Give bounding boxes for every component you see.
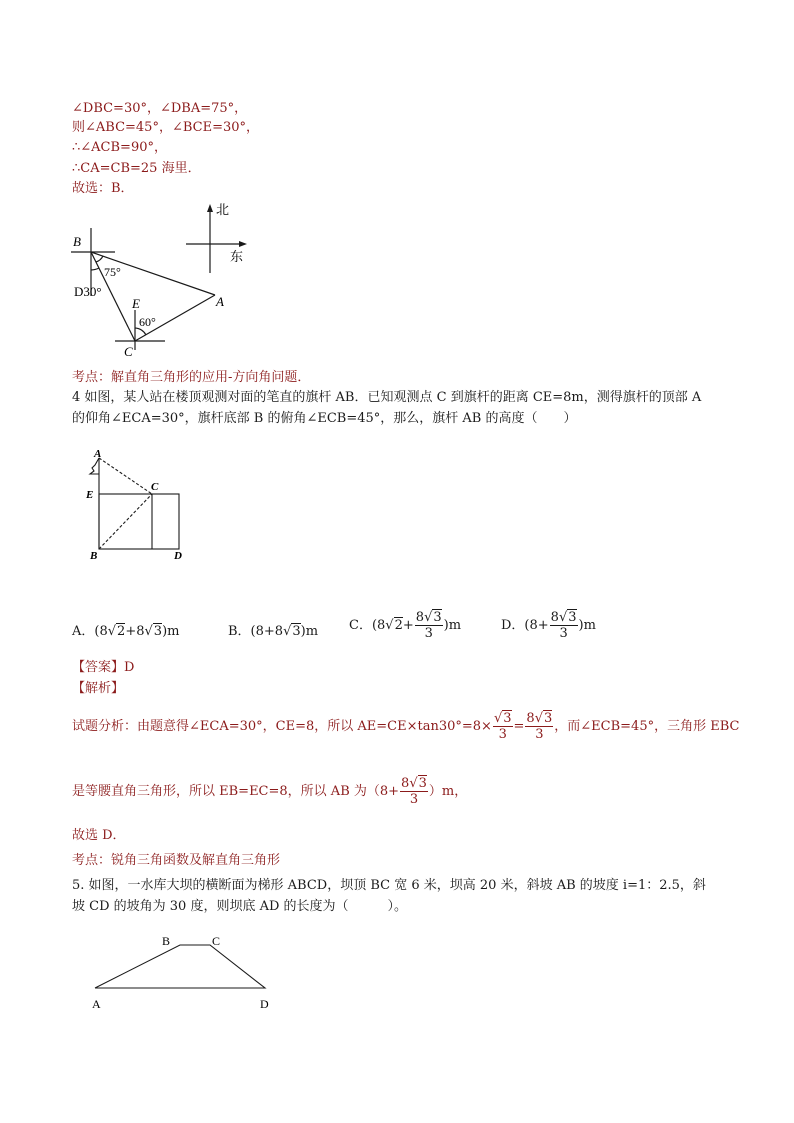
analysis-line-1 xyxy=(72,711,739,742)
label-b: B xyxy=(90,550,98,562)
radicand: 3 xyxy=(568,610,577,625)
label-b: B xyxy=(73,234,81,249)
analysis-line-2 xyxy=(72,776,467,807)
denominator: 3 xyxy=(424,626,433,641)
label-d: D xyxy=(260,997,269,1011)
numerator: 8 xyxy=(415,610,425,625)
analysis-text-1b: ，而∠ECB=45°，三角形 EBC xyxy=(554,719,740,734)
analysis-label: 【解析】 xyxy=(72,681,125,696)
kaodian-2: 考点：锐角三角函数及解直角三角形 xyxy=(72,853,281,868)
label-north: 北 xyxy=(216,202,230,217)
option-b[interactable] xyxy=(228,620,318,639)
label-75: 75° xyxy=(104,265,121,279)
label-b: B xyxy=(162,934,171,948)
option-d[interactable] xyxy=(501,610,596,641)
analysis-text-1a: 试题分析：由题意得∠ECA=30°，CE=8，所以 AE=CE×tan30°=8× xyxy=(72,719,492,734)
label-e: E xyxy=(86,489,94,501)
label-c: C xyxy=(212,934,221,948)
option-c[interactable] xyxy=(349,610,461,641)
numerator: 8 xyxy=(526,711,535,726)
trapezoid-figure xyxy=(85,930,285,1015)
angle-75-arc xyxy=(96,256,103,262)
solution-line-1: ∠DBC=30°，∠DBA=75°， xyxy=(72,101,248,116)
radicand: 3 xyxy=(153,624,163,639)
sqrt-sign: √2 xyxy=(385,618,403,633)
solution-line-5: 故选：B． xyxy=(72,181,134,196)
angle-60-arc xyxy=(135,328,146,335)
radicand: 2 xyxy=(394,618,403,633)
east-arrow-icon xyxy=(239,241,247,247)
sqrt-sign: √3 xyxy=(283,624,301,639)
denominator: 3 xyxy=(498,727,507,742)
label-60: 60° xyxy=(139,315,156,329)
fraction: $\frac{8√3}{3}$ xyxy=(415,610,442,641)
denominator: 3 xyxy=(535,727,544,742)
denominator: 3 xyxy=(559,626,568,641)
option-b-suffix: )m xyxy=(300,624,319,639)
radicand: 3 xyxy=(503,711,512,726)
solution-line-2: 则∠ABC=45°，∠BCE=30°， xyxy=(72,120,260,135)
option-a[interactable] xyxy=(72,620,179,639)
label-c: C xyxy=(124,344,133,359)
label-a: A xyxy=(216,294,224,309)
label-e: E xyxy=(132,296,140,311)
kaodian-1: 考点：解直角三角形的应用-方向角问题． xyxy=(72,370,311,385)
numerator: 8 xyxy=(401,776,410,791)
q5-stem-line-1: 5. 如图，一水库大坝的横断面为梯形 ABCD，坝顶 BC 宽 6 米，坝高 20 米，斜坡 AB 的坡度 i=1：2.5，斜 xyxy=(72,878,706,893)
sqrt-sign: √3 xyxy=(144,624,163,639)
label-a: A xyxy=(92,997,101,1011)
numerator: 8 xyxy=(550,610,559,625)
radicand: 3 xyxy=(544,711,553,726)
label-east: 东 xyxy=(230,249,244,264)
radicand: 3 xyxy=(433,610,442,625)
q4-stem-line-1: 4 如图，某人站在楼顶观测对面的笔直的旗杆 AB．已知观测点 C 到旗杆的距离 CE=8m，测得旗杆的顶部 A xyxy=(72,390,702,405)
direction-figure xyxy=(60,198,260,363)
fraction: $\frac{8√3}{3}$ xyxy=(401,776,427,807)
flag-icon xyxy=(90,458,99,474)
solution-line-3: ∴∠ACB=90°， xyxy=(72,140,167,155)
label-d30: D30° xyxy=(74,284,102,299)
q5-stem-line-2: 坡 CD 的坡角为 30 度，则坝底 AD 的长度为（ ）。 xyxy=(72,899,408,914)
radicand: 2 xyxy=(117,624,126,639)
choose-line: 故选 D． xyxy=(72,828,126,843)
option-b-prefix: B．(8+8 xyxy=(228,624,284,639)
option-c-prefix: C．(8 xyxy=(349,618,386,633)
sightline-cb xyxy=(99,494,152,549)
angle-30-arc xyxy=(91,268,99,270)
option-c-suffix: )m xyxy=(443,618,462,633)
analysis-text-2b: ）m， xyxy=(428,784,468,799)
sqrt-sign: √2 xyxy=(107,624,126,639)
option-d-prefix: D．(8+ xyxy=(501,618,549,633)
option-a-mid: +8 xyxy=(125,624,145,639)
q4-stem-line-2: 的仰角∠ECA=30°，旗杆底部 B 的俯角∠ECB=45°，那么，旗杆 AB 的高度（ ） xyxy=(72,411,577,426)
label-a: A xyxy=(94,448,102,460)
option-d-suffix: )m xyxy=(578,618,596,633)
fraction: $\frac{√3}{3}$ xyxy=(493,711,512,742)
equals-sign: = xyxy=(513,719,525,734)
fraction: $\frac{8√3}{3}$ xyxy=(550,610,577,641)
fraction: $\frac{8√3}{3}$ xyxy=(526,711,553,742)
radicand: 3 xyxy=(418,776,427,791)
analysis-text-2a: 是等腰直角三角形，所以 EB=EC=8，所以 AB 为（8+ xyxy=(72,784,400,799)
building-rect xyxy=(99,494,179,549)
solution-line-4: ∴CA=CB=25 海里． xyxy=(72,161,201,176)
north-arrow-icon xyxy=(207,204,213,212)
trapezoid-abcd xyxy=(95,945,265,988)
sightline-ca xyxy=(99,458,152,494)
radicand: 3 xyxy=(292,624,301,639)
denominator: 3 xyxy=(409,792,419,807)
flagpole-figure xyxy=(80,444,190,564)
option-a-prefix: A．(8 xyxy=(72,624,108,639)
option-a-suffix: )m xyxy=(162,624,180,639)
label-d: D xyxy=(174,550,182,562)
label-c: C xyxy=(151,481,159,493)
answer-label: 【答案】D xyxy=(72,660,135,675)
option-c-mid: + xyxy=(402,618,414,633)
